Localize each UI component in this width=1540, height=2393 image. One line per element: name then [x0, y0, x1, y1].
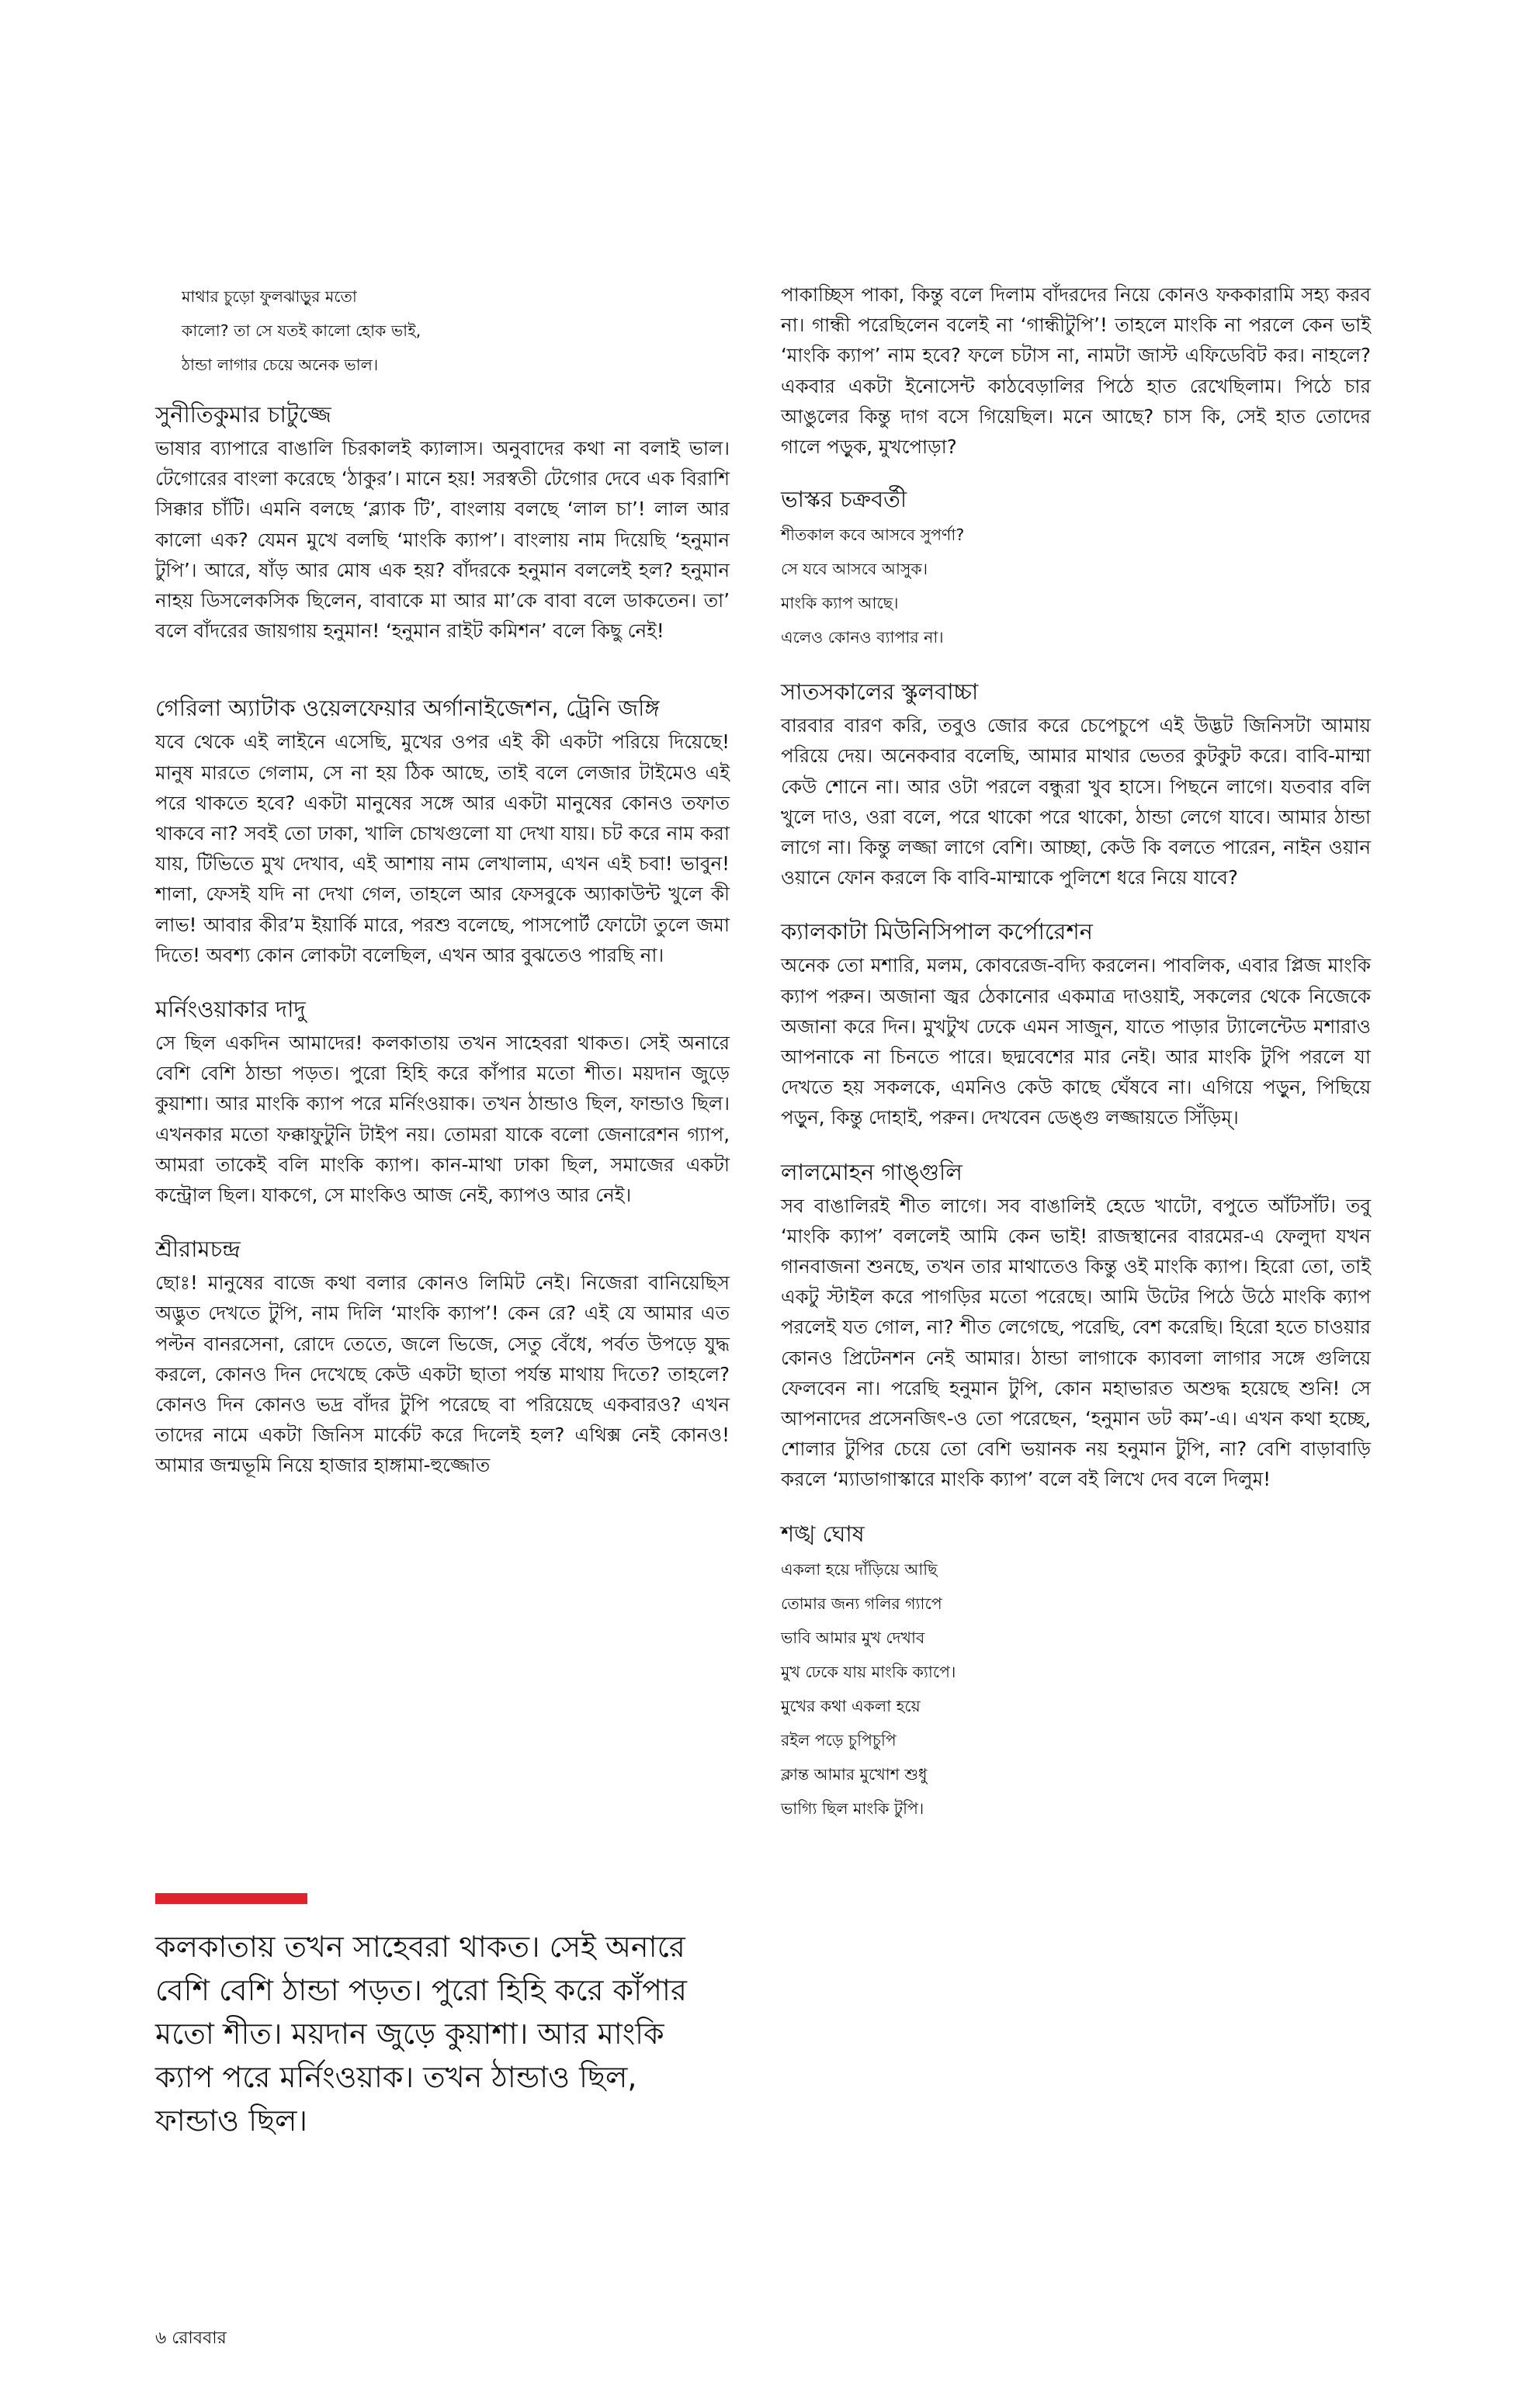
poem-line: মাথার চুড়ো ফুলঝাড়ুর মতো [182, 287, 357, 306]
section-body: ছোঃ! মানুষের বাজে কথা বলার কোনও লিমিট নেই। নিজেরা বানিয়েছিস অদ্ভুত দেখতে টুপি, নাম দিলি ‘মাংকি ক্যাপ’! কেন রে? এই যে আমার এত পল্টন বানরসেনা, রোদে তেতে, জলে ভিজে, সেতু বেঁধে, পর্বত উপড়ে যুদ্ধ করলে, কোনও দিন দেখেছে কেউ একটা ছাতা পর্যন্ত মাথায় দিতে? তাহলে? কোনও দিন কোনও ভদ্র বাঁদর টুপি পরেছে বা পরিয়েছে একবারও? এখন তাদের নামে একটা জিনিস মার্কেট করে দিলেই হল? এথিক্স নেই কোনও! আমার জন্মভূমি নিয়ে হাজার হাঙ্গামা-হুজ্জোত [155, 1271, 730, 1477]
section-body: বারবার বারণ করি, তবুও জোর করে চেপেচুপে এই উদ্ভট জিনিসটা আমায় পরিয়ে দেয়। অনেকবার বলেছি, আমার মাথার ভেতর কুটকুট করে। বাবি-মাম্মা কেউ শোনে না। আর ওটা পরলে বন্ধুরা খুব হাসে। পিছনে লাগে। যতবার বলি খুলে দাও, ওরা বলে, পরে থাকো পরে থাকো, ঠান্ডা লেগে যাবে। আমার ঠান্ডা লাগে না। কিন্তু লজ্জা লাগে বেশি। আচ্ছা, কেউ কি বলতে পারেন, নাইন ওয়ান ওয়ানে ফোন করলে কি বাবি-মাম্মাকে পুলিশে ধরে নিয়ে যাবে? [781, 714, 1371, 890]
section-heading: শ্রীরামচন্দ্র [155, 1236, 241, 1263]
section-poem [781, 518, 1371, 654]
pull-quote: কলকাতায় তখন সাহেবরা থাকত। সেই অনারে বেশি বেশি ঠান্ডা পড়ত। পুরো হিহি করে কাঁপার মতো শীত। ময়দান জুড়ে কুয়াশা। আর মাংকি ক্যাপ পরে মর্নিংওয়াক। তখন ঠান্ডাও ছিল, ফান্ডাও ছিল। [155, 1930, 687, 2138]
section-bhaskar-chakraborty [781, 482, 1371, 654]
poem-line: ক্লান্ত আমার মুখোশ শুধু [781, 1764, 928, 1784]
poem-line: একলা হয়ে দাঁড়িয়ে আছি [781, 1559, 938, 1579]
poem-line: মুখের কথা একলা হয়ে [781, 1696, 921, 1715]
poem-line: মুখ ঢেকে যায় মাংকি ক্যাপে। [781, 1662, 956, 1681]
section-heading: শঙ্খ ঘোষ [781, 1520, 865, 1547]
poem-line: রইল পড়ে চুপিচুপি [781, 1730, 897, 1750]
continued-body: পাকাচ্ছিস পাকা, কিন্তু বলে দিলাম বাঁদরদের নিয়ে কোনও ফককারামি সহ্য করব না। গান্ধী পরেছিলেন বলেই না ‘গান্ধীটুপি’! তাহলে মাংকি না পরলে কেন ভাই ‘মাংকি ক্যাপ’ নাম হবে? ফলে চটাস না, নামটা জাস্ট এফিডেবিট কর। নাহলে? একবার একটা ইনোসেন্ট কাঠবেড়ালির পিঠে হাত রেখেছিলাম। পিঠে চার আঙুলের কিন্তু দাগ বসে গিয়েছিল। মনে আছে? চাস কি, সেই হাত তোদের গালে পড়ুক, মুখপোড়া? [781, 283, 1371, 459]
section-shankha-ghosh [781, 1517, 1371, 1826]
red-accent-rule [155, 1893, 307, 1904]
section-sri-ramchandra [155, 1232, 730, 1480]
poem-line: ভাগ্যি ছিল মাংকি টুপি। [781, 1798, 924, 1818]
section-calcutta-municipal-corporation [781, 914, 1371, 1132]
section-heading: সাতসকালের স্কুলবাচ্চা [781, 678, 979, 706]
section-heading: ভাস্কর চক্রবর্তী [781, 486, 907, 513]
section-body: সব বাঙালিরই শীত লাগে। সব বাঙালিই হেডে খাটো, বপুতে আঁটসাঁট। তবু ‘মাংকি ক্যাপ’ বললেই আমি কেন ভাই! রাজস্থানের বারমের-এ ফেলুদা যখন গানবাজনা শুনছে, তখন তার মাথাতেও কিন্তু ওই মাংকি ক্যাপ। হিরো তো, তাই একটু স্টাইল করে পাগড়ির মতো পরেছে। আমি উটের পিঠে উঠে মাংকি ক্যাপ পরলেই যত গোল, না? শীত লেগেছে, পরেছি, বেশ করেছি। হিরো হতে চাওয়ার কোনও প্রিটেনশন নেই আমার। ঠান্ডা লাগাকে ক্যাবলা লাগার সঙ্গে গুলিয়ে ফেলবেন না। পরেছি হনুমান টুপি, কোন মহাভারত অশুদ্ধ হয়েছে শুনি! সে আপনাদের প্রসেনজিৎ-ও তো পরেছেন, ‘হনুমান ডট কম’-এ। এখন কথা হচ্ছে, শোলার টুপির চেয়ে তো বেশি ভয়ানক নয় হনুমান টুপি, না? বেশি বাড়াবাড়ি করলে ‘ম্যাডাগাস্কারে মাংকি ক্যাপ’ বলে বই লিখে দেব বলে দিলুম! [781, 1194, 1371, 1491]
right-column [781, 279, 1371, 1826]
poem-line: ভাবি আমার মুখ দেখাব [781, 1628, 925, 1647]
section-morning-school-kid [781, 675, 1371, 893]
section-body: সে ছিল একদিন আমাদের! কলকাতায় তখন সাহেবরা থাকত। সেই অনারে বেশি বেশি ঠান্ডা পড়ত। পুরো হিহি করে কাঁপার মতো শীত। ময়দান জুড়ে কুয়াশা। আর মাংকি ক্যাপ পরে মর্নিংওয়াক। তখন ঠান্ডাও ছিল, ফান্ডাও ছিল। এখনকার মতো ফক্কাফুটুনি টাইপ নয়। তোমরা যাকে বলো জেনারেশন গ্যাপ, আমরা তাকেই বলি মাংকি ক্যাপ। কান-মাথা ঢাকা ছিল, সমাজের একটা কন্ট্রোল ছিল। যাকগে, সে মাংকিও আজ নেই, ক্যাপও আর নেই। [155, 1032, 730, 1207]
poem-line: সে যবে আসবে আসুক। [781, 560, 928, 579]
poem-line: ঠান্ডা লাগার চেয়ে অনেক ভাল। [182, 355, 379, 374]
page-number-folio: ৬ রোববার [155, 2329, 227, 2348]
section-body: যবে থেকে এই লাইনে এসেছি, মুখের ওপর এই কী একটা পরিয়ে দিয়েছে! মানুষ মারতে গেলাম, সে না হয় ঠিক আছে, তাই বলে লেজার টাইমেও এই পরে থাকতে হবে? একটা মানুষের সঙ্গে আর একটা মানুষের কোনও তফাত থাকবে না? সবই তো ঢাকা, খালি চোখগুলো যা দেখা যায়। চট করে নাম করা যায়, টিভিতে মুখ দেখাব, এই আশায় নাম লেখালাম, এখন এই চবা! ভাবুন! শালা, ফেসই যদি না দেখা গেল, তাহলে আর ফেসবুকে অ্যাকাউন্ট খুলে কী লাভ! আবার কীর’ম ইয়ার্কি মারে, পরশু বলেছে, পাসপোর্ট ফোটো তুলে জমা দিতে! অবশ্য কোন লোকটা বলেছিল, এখন আর বুঝতেও পারছি না। [155, 730, 730, 966]
poem-line: শীতকাল কবে আসবে সুপর্ণা? [781, 525, 965, 545]
section-body: ভাষার ব্যাপারে বাঙালি চিরকালই ক্যালাস। অনুবাদের কথা না বলাই ভাল। টেগোরের বাংলা করেছে ‘ঠাকুর’। মানে হয়! সরস্বতী টেগোর দেবে এক বিরাশি সিক্কার চাঁটি। এমনি বলছে ‘ব্ল্যাক টি’, বাংলায় বলছে ‘লাল চা’! লাল আর কালো এক? যেমন মুখে বলছি ‘মাংকি ক্যাপ’। বাংলায় নাম দিয়েছি ‘হনুমান টুপি’। আরে, ষাঁড় আর মোষ এক হয়? বাঁদরকে হনুমান বললেই হল? হনুমান নাহয় ডিসলেকসিক ছিলেন, বাবাকে মা আর মা’কে বাবা বলে ডাকতেন। তা’ বলে বাঁদরের জায়গায় হনুমান! ‘হনুমান রাইট কমিশন’ বলে কিছু নেই! [155, 437, 730, 643]
opening-poem [155, 279, 730, 382]
poem-line: তোমার জন্য গলির গ্যাপে [781, 1594, 942, 1613]
section-poem [781, 1552, 1371, 1826]
section-morning-walker-grandpa [155, 992, 730, 1210]
left-column [155, 279, 730, 1481]
poem-line: এলেও কোনও ব্যাপার না। [781, 628, 944, 647]
poem-line: কালো? তা সে যতই কালো হোক ভাই, [182, 321, 421, 340]
section-heading: ক্যালকাটা মিউনিসিপাল কর্পোরেশন [781, 918, 1093, 945]
section-heading: মর্নিংওয়াকার দাদু [155, 996, 306, 1023]
section-body: অনেক তো মশারি, মলম, কোবরেজ-বদ্যি করলেন। পাবলিক, এবার প্লিজ মাংকি ক্যাপ পরুন। অজানা জ্বর ঠেকানোর একমাত্র দাওয়াই, সকলের থেকে নিজেকে অজানা করে দিন। মুখটুখ ঢেকে এমন সাজুন, যাতে পাড়ার ট্যালেন্টেড মশারাও আপনাকে না চিনতে পারে। ছদ্মবেশের মার নেই। আর মাংকি টুপি পরলে যা দেখতে হয় সকলকে, এমনিও কেউ কাছে ঘেঁষবে না। এগিয়ে পড়ুন, পিছিয়ে পড়ুন, কিন্তু দোহাই, পরুন। দেখবেন ডেঙ্গু লজ্জায়তে সিঁড়িম্‌। [781, 954, 1371, 1129]
section-lalmohan-ganguly [781, 1155, 1371, 1495]
poem-line: মাংকি ক্যাপ আছে। [781, 594, 899, 613]
section-heading: লালমোহন গাঙ্গুলি [781, 1158, 962, 1185]
section-heading: সুনীতিকুমার চাটুজ্জে [155, 401, 331, 428]
section-guerilla-trainee [155, 691, 730, 970]
section-heading: গেরিলা অ্যাটাক ওয়েলফেয়ার অর্গানাইজেশন, ট্রেনি জঙ্গি [155, 695, 660, 722]
section-suniti-kumar [155, 397, 730, 646]
